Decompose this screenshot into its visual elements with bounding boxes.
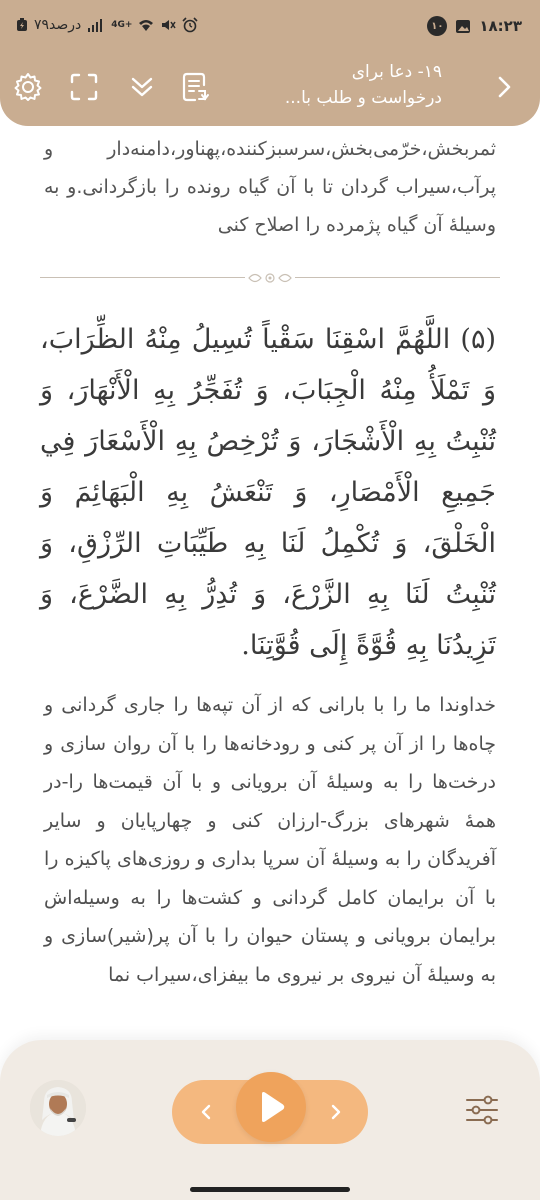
document-icon xyxy=(181,71,211,103)
ornament-icon xyxy=(245,269,295,287)
signal-bars-icon xyxy=(87,18,105,32)
battery-icon xyxy=(16,18,28,32)
alarm-icon xyxy=(182,17,198,33)
play-button[interactable] xyxy=(236,1072,306,1142)
wifi-icon xyxy=(138,18,154,32)
notification-count-badge: ۱۰ xyxy=(427,16,447,36)
page-title xyxy=(232,59,442,111)
sliders-icon xyxy=(464,1094,500,1126)
gallery-icon xyxy=(455,19,471,34)
translation-toggle-button[interactable] xyxy=(176,67,216,107)
status-bar xyxy=(0,0,540,56)
back-button[interactable] xyxy=(484,67,524,107)
reading-content[interactable] xyxy=(0,126,540,1200)
scroll-down-button[interactable] xyxy=(122,67,162,107)
status-time: ۱۸:۲۳ xyxy=(479,17,522,35)
settings-button[interactable] xyxy=(8,67,48,107)
page-title-line1: ۱۹- دعا برای xyxy=(351,62,442,82)
arabic-dua-text: (۵) اللَّهُمَّ اسْقِنَا سَقْياً تُسِيلُ مِنْهُ الظِّرَابَ، وَ تَمْلَأُ مِنْهُ الْجِبَابَ، وَ تُفَجِّرُ بِهِ الْأَنْهَارَ، وَ تُنْبِتُ بِهِ الْأَشْجَارَ، وَ تُرْخِصُ بِهِ الْأَسْعَارَ فِي جَمِيعِ الْأَمْصَارِ، وَ تَنْعَشُ بِهِ الْبَهَائِمَ وَ الْخَلْقَ، وَ تُكْمِلُ لَنَا بِهِ طَيِّبَاتِ الرِّزْقِ، وَ تُنْبِتُ لَنَا بِهِ الزَّرْعَ، وَ تُدِرُّ بِهِ الضَّرْعَ، وَ تَزِيدُنَا بِهِ قُوَّةً إِلَى قُوَّتِنَا. xyxy=(40,324,496,661)
fullscreen-icon xyxy=(69,72,99,102)
play-icon xyxy=(254,1089,288,1125)
status-right xyxy=(427,16,522,36)
next-track-button[interactable] xyxy=(316,1092,356,1132)
farsi-translation-text: خداوندا ما را با بارانی که از آن تپه‌ها را جاری گردانی و چاه‌ها را از آن پر کنی و رودخانه‌ها را با آن روان سازی و درخت‌ها را به وسیلهٔ آن برویانی و با آن قیمت‌ها را-در همهٔ شهرهای بزرگ-ارزان کنی و چهارپایان و سایر آفریدگان را به وسیلهٔ آن سرپا بداری و روزی‌های پاکیزه را با آن برایمان کامل گردانی و کشت‌ها را به وسیله‌اش برایمان برویانی و پستان حیوان را با آن پر(شیر)سازی و به وسیلهٔ آن نیروی بر نیروی ما بیفزای،سیراب نما xyxy=(44,694,496,986)
previous-translation-text: ثمربخش،خرّمی‌بخش،سرسبزکننده،پهناور،دامنه‌دار و پرآب،سیراب گردان تا با آن گیاه رونده را بازگردانی.و به وسیلهٔ آن گیاه پژمرده را اصلاح کنی xyxy=(44,138,496,236)
page-title-line2: درخواست و طلب با... xyxy=(284,88,442,108)
previous-track-button[interactable] xyxy=(186,1092,226,1132)
double-chevron-down-icon xyxy=(128,73,156,101)
app-header xyxy=(0,56,540,126)
status-left xyxy=(16,17,198,33)
gear-icon xyxy=(13,72,43,102)
home-indicator[interactable] xyxy=(190,1187,350,1192)
fullscreen-button[interactable] xyxy=(64,67,104,107)
chevron-right-icon xyxy=(492,73,516,101)
audio-player xyxy=(0,1040,540,1200)
section-divider xyxy=(40,268,500,288)
battery-percent: ۷۹درصد xyxy=(34,17,82,33)
mute-icon xyxy=(160,18,176,32)
network-type-label: 4G+ xyxy=(111,20,133,30)
audio-settings-button[interactable] xyxy=(460,1088,504,1132)
chevron-left-icon xyxy=(197,1102,215,1122)
reciter-avatar[interactable] xyxy=(30,1080,86,1136)
chevron-right-icon xyxy=(327,1102,345,1122)
